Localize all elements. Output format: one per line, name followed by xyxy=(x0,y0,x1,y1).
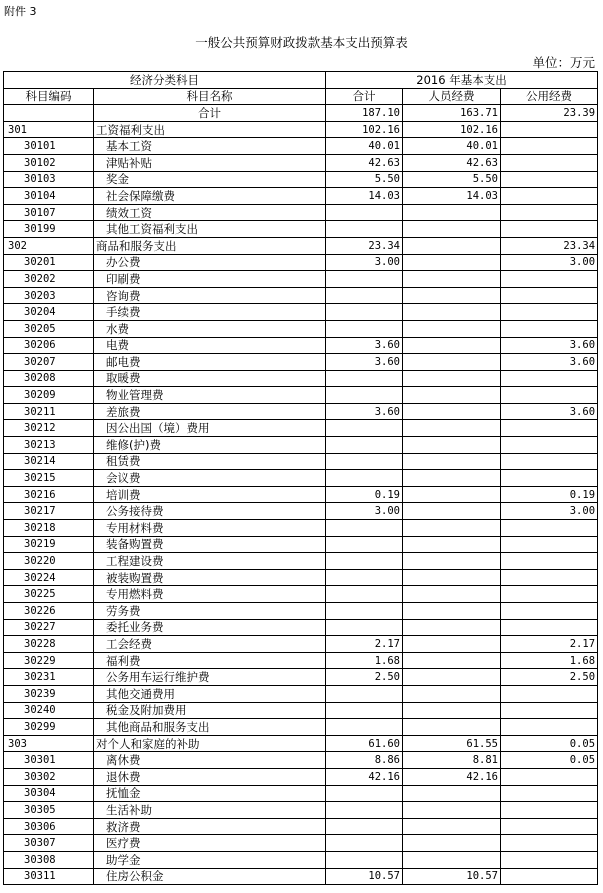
table-row xyxy=(4,586,598,603)
table-row xyxy=(4,785,598,802)
row-personnel xyxy=(403,470,501,487)
row-name: 公务接待费 xyxy=(94,503,326,520)
table-row xyxy=(4,470,598,487)
row-name: 电费 xyxy=(94,337,326,354)
row-name: 福利费 xyxy=(94,652,326,669)
row-name: 退休费 xyxy=(94,768,326,785)
row-public xyxy=(501,304,598,321)
row-name: 其他工资福利支出 xyxy=(94,221,326,238)
row-total xyxy=(326,702,403,719)
row-total xyxy=(326,586,403,603)
row-personnel xyxy=(403,569,501,586)
header-code: 科目编码 xyxy=(4,88,94,105)
row-total: 3.00 xyxy=(326,503,403,520)
table-row xyxy=(4,603,598,620)
row-total xyxy=(326,420,403,437)
row-public xyxy=(501,287,598,304)
row-total: 2.17 xyxy=(326,636,403,653)
row-public xyxy=(501,370,598,387)
row-total: 42.16 xyxy=(326,768,403,785)
table-row xyxy=(4,237,598,254)
row-public xyxy=(501,685,598,702)
table-row xyxy=(4,287,598,304)
row-name: 水费 xyxy=(94,320,326,337)
row-code: 30220 xyxy=(4,553,94,570)
row-total: 2.50 xyxy=(326,669,403,686)
row-code: 30302 xyxy=(4,768,94,785)
row-total xyxy=(326,387,403,404)
row-name: 其他交通费用 xyxy=(94,685,326,702)
row-personnel xyxy=(403,237,501,254)
row-total xyxy=(326,685,403,702)
table-row xyxy=(4,818,598,835)
row-public xyxy=(501,851,598,868)
row-public: 0.19 xyxy=(501,486,598,503)
table-row xyxy=(4,669,598,686)
table-row xyxy=(4,254,598,271)
row-code: 30211 xyxy=(4,403,94,420)
row-code: 30205 xyxy=(4,320,94,337)
row-name: 其他商品和服务支出 xyxy=(94,719,326,736)
row-name: 邮电费 xyxy=(94,354,326,371)
row-personnel: 61.55 xyxy=(403,735,501,752)
row-name: 差旅费 xyxy=(94,403,326,420)
table-row xyxy=(4,154,598,171)
row-public xyxy=(501,154,598,171)
row-public xyxy=(501,138,598,155)
row-code: 30104 xyxy=(4,188,94,205)
row-code: 30216 xyxy=(4,486,94,503)
table-row xyxy=(4,735,598,752)
row-code: 30101 xyxy=(4,138,94,155)
header-total: 合计 xyxy=(326,88,403,105)
row-public: 2.50 xyxy=(501,669,598,686)
row-personnel: 42.63 xyxy=(403,154,501,171)
row-total xyxy=(326,320,403,337)
row-code: 30204 xyxy=(4,304,94,321)
table-row xyxy=(4,403,598,420)
row-total: 3.00 xyxy=(326,254,403,271)
row-code: 30224 xyxy=(4,569,94,586)
row-public: 3.60 xyxy=(501,337,598,354)
row-personnel xyxy=(403,685,501,702)
row-name: 对个人和家庭的补助 xyxy=(94,735,326,752)
row-public xyxy=(501,702,598,719)
row-name: 离休费 xyxy=(94,752,326,769)
row-code: 30231 xyxy=(4,669,94,686)
row-personnel xyxy=(403,503,501,520)
total-row-public: 23.39 xyxy=(501,105,598,122)
row-total: 61.60 xyxy=(326,735,403,752)
row-personnel xyxy=(403,254,501,271)
row-public xyxy=(501,603,598,620)
row-personnel: 14.03 xyxy=(403,188,501,205)
row-public xyxy=(501,204,598,221)
row-public: 3.60 xyxy=(501,403,598,420)
row-name: 租赁费 xyxy=(94,453,326,470)
row-name: 委托业务费 xyxy=(94,619,326,636)
row-code: 30229 xyxy=(4,652,94,669)
row-personnel xyxy=(403,221,501,238)
total-row-personnel: 163.71 xyxy=(403,105,501,122)
row-name: 装备购置费 xyxy=(94,536,326,553)
row-public: 3.00 xyxy=(501,254,598,271)
table-row xyxy=(4,768,598,785)
row-code: 30213 xyxy=(4,437,94,454)
row-public xyxy=(501,221,598,238)
row-name: 印刷费 xyxy=(94,271,326,288)
row-personnel xyxy=(403,354,501,371)
row-name: 会议费 xyxy=(94,470,326,487)
row-personnel xyxy=(403,702,501,719)
row-code: 30225 xyxy=(4,586,94,603)
row-personnel xyxy=(403,287,501,304)
table-row xyxy=(4,702,598,719)
row-public: 0.05 xyxy=(501,752,598,769)
row-public: 3.00 xyxy=(501,503,598,520)
row-public: 23.34 xyxy=(501,237,598,254)
row-name: 绩效工资 xyxy=(94,204,326,221)
table-row xyxy=(4,354,598,371)
table-row xyxy=(4,802,598,819)
unit-label: 单位：万元 xyxy=(532,55,595,70)
row-total xyxy=(326,221,403,238)
row-total: 102.16 xyxy=(326,121,403,138)
table-row xyxy=(4,188,598,205)
row-personnel xyxy=(403,851,501,868)
row-public xyxy=(501,420,598,437)
row-total: 1.68 xyxy=(326,652,403,669)
row-name: 被装购置费 xyxy=(94,569,326,586)
table-row xyxy=(4,520,598,537)
row-code: 30203 xyxy=(4,287,94,304)
table-row xyxy=(4,503,598,520)
row-personnel xyxy=(403,835,501,852)
row-name: 工会经费 xyxy=(94,636,326,653)
header-columns-row xyxy=(4,88,598,105)
row-code: 30103 xyxy=(4,171,94,188)
row-public xyxy=(501,121,598,138)
row-public xyxy=(501,569,598,586)
table-row xyxy=(4,138,598,155)
row-personnel: 5.50 xyxy=(403,171,501,188)
row-name: 税金及附加费用 xyxy=(94,702,326,719)
row-code: 30306 xyxy=(4,818,94,835)
row-code: 30206 xyxy=(4,337,94,354)
row-public: 1.68 xyxy=(501,652,598,669)
row-total: 40.01 xyxy=(326,138,403,155)
row-total: 3.60 xyxy=(326,354,403,371)
row-name: 基本工资 xyxy=(94,138,326,155)
total-row-total: 187.10 xyxy=(326,105,403,122)
row-public: 0.05 xyxy=(501,735,598,752)
row-name: 维修(护)费 xyxy=(94,437,326,454)
row-personnel: 40.01 xyxy=(403,138,501,155)
row-public xyxy=(501,802,598,819)
row-code: 301 xyxy=(4,121,94,138)
row-name: 工资福利支出 xyxy=(94,121,326,138)
row-name: 住房公积金 xyxy=(94,868,326,885)
row-public xyxy=(501,835,598,852)
row-public xyxy=(501,387,598,404)
row-name: 办公费 xyxy=(94,254,326,271)
row-name: 取暖费 xyxy=(94,370,326,387)
row-code: 30304 xyxy=(4,785,94,802)
attachment-label: 附件 3 xyxy=(4,5,37,18)
table-row xyxy=(4,271,598,288)
row-code: 30202 xyxy=(4,271,94,288)
row-personnel xyxy=(403,370,501,387)
row-total: 10.57 xyxy=(326,868,403,885)
row-name: 社会保障缴费 xyxy=(94,188,326,205)
row-total: 23.34 xyxy=(326,237,403,254)
row-public xyxy=(501,785,598,802)
row-personnel xyxy=(403,586,501,603)
header-economic-category: 经济分类科目 xyxy=(4,72,326,89)
row-code: 30218 xyxy=(4,520,94,537)
row-total: 14.03 xyxy=(326,188,403,205)
row-name: 奖金 xyxy=(94,171,326,188)
row-public xyxy=(501,271,598,288)
row-name: 救济费 xyxy=(94,818,326,835)
row-name: 物业管理费 xyxy=(94,387,326,404)
row-name: 专用材料费 xyxy=(94,520,326,537)
total-row-code xyxy=(4,105,94,122)
row-code: 30305 xyxy=(4,802,94,819)
row-total xyxy=(326,719,403,736)
row-total xyxy=(326,536,403,553)
table-row xyxy=(4,652,598,669)
table-row xyxy=(4,304,598,321)
row-total xyxy=(326,785,403,802)
row-personnel: 102.16 xyxy=(403,121,501,138)
table-row xyxy=(4,453,598,470)
row-total: 0.19 xyxy=(326,486,403,503)
row-code: 30208 xyxy=(4,370,94,387)
row-total xyxy=(326,520,403,537)
table-row xyxy=(4,437,598,454)
row-name: 工程建设费 xyxy=(94,553,326,570)
row-personnel xyxy=(403,403,501,420)
row-total xyxy=(326,470,403,487)
row-name: 手续费 xyxy=(94,304,326,321)
row-name: 津贴补贴 xyxy=(94,154,326,171)
row-personnel xyxy=(403,785,501,802)
row-code: 30301 xyxy=(4,752,94,769)
row-total: 3.60 xyxy=(326,403,403,420)
row-code: 30209 xyxy=(4,387,94,404)
row-public xyxy=(501,453,598,470)
row-code: 30240 xyxy=(4,702,94,719)
row-code: 302 xyxy=(4,237,94,254)
table-row xyxy=(4,685,598,702)
table-row xyxy=(4,221,598,238)
row-total xyxy=(326,370,403,387)
table-row xyxy=(4,619,598,636)
row-code: 30311 xyxy=(4,868,94,885)
row-name: 专用燃料费 xyxy=(94,586,326,603)
row-personnel xyxy=(403,719,501,736)
row-personnel xyxy=(403,486,501,503)
row-total xyxy=(326,204,403,221)
row-public xyxy=(501,719,598,736)
table-row xyxy=(4,553,598,570)
row-public: 2.17 xyxy=(501,636,598,653)
row-name: 商品和服务支出 xyxy=(94,237,326,254)
row-total xyxy=(326,453,403,470)
row-code: 30201 xyxy=(4,254,94,271)
row-personnel: 10.57 xyxy=(403,868,501,885)
row-personnel xyxy=(403,437,501,454)
row-name: 因公出国（境）费用 xyxy=(94,420,326,437)
row-code: 30214 xyxy=(4,453,94,470)
row-personnel xyxy=(403,453,501,470)
row-personnel xyxy=(403,204,501,221)
header-public: 公用经费 xyxy=(501,88,598,105)
row-total xyxy=(326,304,403,321)
row-code: 30239 xyxy=(4,685,94,702)
row-total xyxy=(326,818,403,835)
budget-table xyxy=(3,71,598,885)
table-row xyxy=(4,121,598,138)
row-total xyxy=(326,437,403,454)
row-personnel xyxy=(403,420,501,437)
row-personnel xyxy=(403,818,501,835)
table-row xyxy=(4,171,598,188)
row-total: 42.63 xyxy=(326,154,403,171)
row-personnel xyxy=(403,619,501,636)
row-personnel xyxy=(403,337,501,354)
table-row xyxy=(4,337,598,354)
row-personnel xyxy=(403,603,501,620)
row-public xyxy=(501,553,598,570)
row-total xyxy=(326,287,403,304)
total-row xyxy=(4,105,598,122)
header-personnel: 人员经费 xyxy=(403,88,501,105)
budget-table-body xyxy=(4,72,598,885)
row-personnel xyxy=(403,636,501,653)
table-row xyxy=(4,387,598,404)
row-public xyxy=(501,619,598,636)
row-public xyxy=(501,868,598,885)
header-group-row xyxy=(4,72,598,89)
row-personnel xyxy=(403,520,501,537)
table-row xyxy=(4,370,598,387)
total-row-label: 合计 xyxy=(94,105,326,122)
row-code: 30217 xyxy=(4,503,94,520)
row-total xyxy=(326,835,403,852)
row-personnel xyxy=(403,304,501,321)
row-total: 5.50 xyxy=(326,171,403,188)
row-public xyxy=(501,470,598,487)
row-name: 医疗费 xyxy=(94,835,326,852)
row-personnel xyxy=(403,271,501,288)
table-row xyxy=(4,868,598,885)
row-personnel xyxy=(403,802,501,819)
row-total: 3.60 xyxy=(326,337,403,354)
row-code: 30207 xyxy=(4,354,94,371)
row-total: 8.86 xyxy=(326,752,403,769)
row-code: 30299 xyxy=(4,719,94,736)
row-code: 30228 xyxy=(4,636,94,653)
row-public xyxy=(501,586,598,603)
row-personnel xyxy=(403,669,501,686)
row-total xyxy=(326,553,403,570)
table-row xyxy=(4,636,598,653)
row-total xyxy=(326,569,403,586)
row-total xyxy=(326,851,403,868)
row-code: 30212 xyxy=(4,420,94,437)
header-name: 科目名称 xyxy=(94,88,326,105)
row-code: 30219 xyxy=(4,536,94,553)
row-code: 30107 xyxy=(4,204,94,221)
row-public xyxy=(501,520,598,537)
row-total xyxy=(326,603,403,620)
row-total xyxy=(326,802,403,819)
row-personnel xyxy=(403,320,501,337)
row-name: 抚恤金 xyxy=(94,785,326,802)
row-code: 30308 xyxy=(4,851,94,868)
header-basic-expenditure: 2016 年基本支出 xyxy=(326,72,598,89)
row-name: 助学金 xyxy=(94,851,326,868)
row-name: 劳务费 xyxy=(94,603,326,620)
row-public xyxy=(501,437,598,454)
row-code: 30227 xyxy=(4,619,94,636)
row-personnel xyxy=(403,387,501,404)
table-row xyxy=(4,719,598,736)
row-total xyxy=(326,271,403,288)
row-code: 303 xyxy=(4,735,94,752)
row-public xyxy=(501,171,598,188)
row-code: 30215 xyxy=(4,470,94,487)
row-total xyxy=(326,619,403,636)
row-name: 培训费 xyxy=(94,486,326,503)
row-code: 30199 xyxy=(4,221,94,238)
table-row xyxy=(4,320,598,337)
table-row xyxy=(4,752,598,769)
table-row xyxy=(4,420,598,437)
row-personnel: 8.81 xyxy=(403,752,501,769)
row-public xyxy=(501,768,598,785)
row-public xyxy=(501,320,598,337)
table-row xyxy=(4,486,598,503)
row-public xyxy=(501,818,598,835)
row-code: 30226 xyxy=(4,603,94,620)
row-public xyxy=(501,188,598,205)
table-row xyxy=(4,204,598,221)
row-code: 30102 xyxy=(4,154,94,171)
row-personnel xyxy=(403,536,501,553)
row-public xyxy=(501,536,598,553)
table-row xyxy=(4,835,598,852)
table-row xyxy=(4,851,598,868)
row-name: 咨询费 xyxy=(94,287,326,304)
row-code: 30307 xyxy=(4,835,94,852)
row-personnel xyxy=(403,553,501,570)
row-name: 生活补助 xyxy=(94,802,326,819)
row-name: 公务用车运行维护费 xyxy=(94,669,326,686)
table-row xyxy=(4,569,598,586)
table-row xyxy=(4,536,598,553)
row-public: 3.60 xyxy=(501,354,598,371)
page-title: 一般公共预算财政拨款基本支出预算表 xyxy=(195,35,408,50)
row-personnel: 42.16 xyxy=(403,768,501,785)
row-personnel xyxy=(403,652,501,669)
